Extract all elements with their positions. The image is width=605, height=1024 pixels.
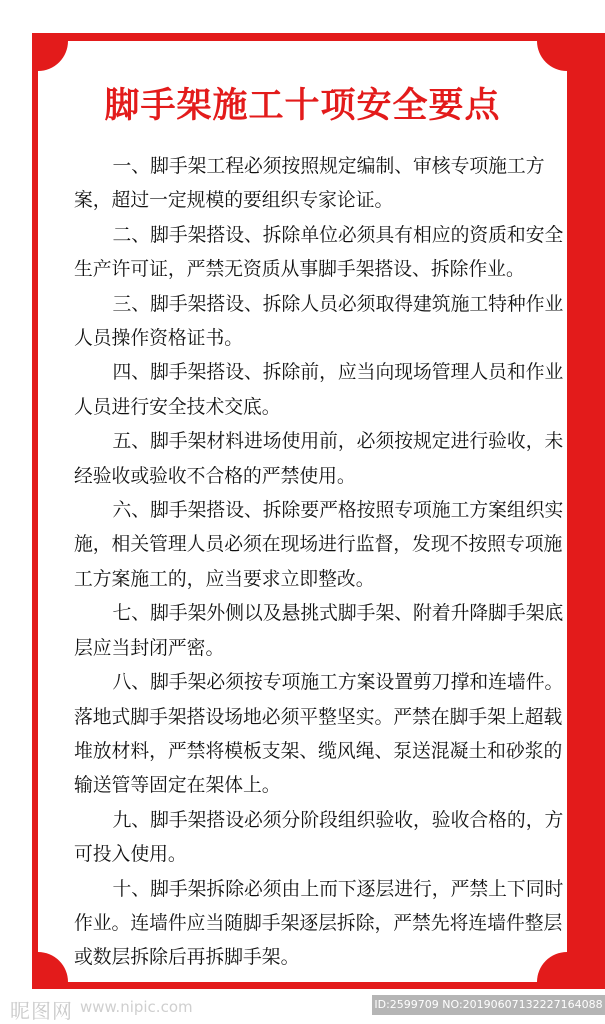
page-title: 脚手架施工十项安全要点 [104,86,501,126]
watermark-site: www.nipic.com [80,998,193,1016]
watermark-logo: 昵图网 [10,999,73,1023]
rule-item-4: 四、脚手架搭设、拆除前，应当向现场管理人员和作业人员进行安全技术交底。 [74,362,564,418]
rule-item-6: 六、脚手架搭设、拆除要严格按照专项施工方案组织实施，相关管理人员必须在现场进行监督，发现不按照专项施工方案施工的，应当要求立即整改。 [74,500,564,590]
rule-item-7: 七、脚手架外侧以及悬挑式脚手架、附着升降脚手架底层应当封闭严密。 [74,603,564,659]
rules-list [74,150,574,976]
rule-item-8: 八、脚手架必须按专项施工方案设置剪刀撑和连墙件。落地式脚手架搭设场地必须平整坚实。严禁在脚手架上超载堆放材料，严禁将模板支架、缆风绳、泵送混凝土和砂浆的输送管等固定在架体上。 [74,672,564,797]
rule-item-10: 十、脚手架拆除必须由上而下逐层进行，严禁上下同时作业。连墙件应当随脚手架逐层拆除，严禁先将连墙件整层或数层拆除后再拆脚手架。 [74,878,564,969]
rule-item-1: 一、脚手架工程必须按照规定编制、审核专项施工方案，超过一定规模的要组织专家论证。 [74,156,545,212]
rule-item-3: 三、脚手架搭设、拆除人员必须取得建筑施工特种作业人员操作资格证书。 [74,293,564,350]
watermark-id: ID:2599709 NO:20190607132227164088 [372,995,605,1015]
rule-item-5: 五、脚手架材料进场使用前，必须按规定进行验收，未经验收或验收不合格的严禁使用。 [74,431,564,487]
rule-item-9: 九、脚手架搭设必须分阶段组织验收，验收合格的，方可投入使用。 [74,809,564,866]
rule-item-2: 二、脚手架搭设、拆除单位必须具有相应的资质和安全生产许可证，严禁无资质从事脚手架搭设、拆除作业。 [74,224,564,281]
